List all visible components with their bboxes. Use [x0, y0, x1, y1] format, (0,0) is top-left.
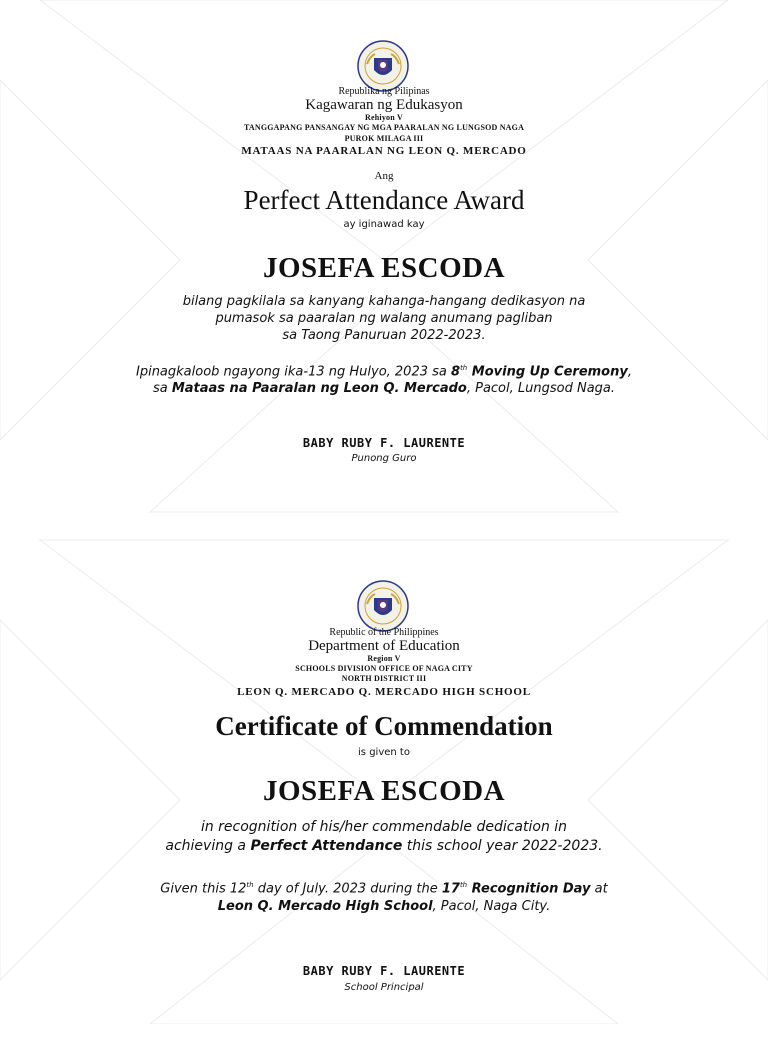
division-label: SCHOOLS DIVISION OFFICE OF NAGA CITY [295, 664, 473, 673]
deped-seal-icon [357, 40, 409, 92]
republic-label: Republika ng Pilipinas [338, 86, 430, 97]
district-label: PUROK MILAGA III [344, 134, 424, 143]
certificate-of-commendation [0, 540, 768, 1052]
signer-name: BABY RUBY F. LAURENTE [302, 964, 466, 978]
republic-label: Republic of the Philippines [329, 627, 439, 638]
deped-seal-icon [357, 580, 409, 632]
division-label: TANGGAPANG PANSANGAY NG MGA PAARALAN NG LUNGSOD NAGA [243, 123, 525, 132]
citation-line-2: achieving a Perfect Attendance this school year 2022-2023. [165, 838, 603, 854]
department-label: Department of Education [308, 638, 460, 654]
award-title: Certificate of Commendation [215, 711, 553, 741]
signer-title: School Principal [344, 982, 424, 993]
school-name: MATAAS NA PAARALAN NG LEON Q. MERCADO [241, 145, 527, 157]
citation-line-2: pumasok sa paaralan ng walang anumang pagliban [215, 311, 553, 326]
recipient-name: JOSEFA ESCODA [262, 775, 506, 807]
given-to-label: is given to [358, 747, 410, 758]
department-label: Kagawaran ng Edukasyon [305, 97, 463, 113]
school-name: LEON Q. MERCADO Q. MERCADO HIGH SCHOOL [237, 686, 531, 698]
intro-word: Ang [374, 170, 394, 182]
date-event-line: Ipinagkaloob ngayong ika-13 ng Hulyo, 2023 sa 8th Moving Up Ceremony, [136, 364, 632, 380]
certificate-perfect-attendance [0, 0, 768, 512]
given-to-label: ay iginawad kay [343, 219, 425, 230]
recipient-name: JOSEFA ESCODA [262, 252, 506, 284]
region-label: Region V [367, 654, 401, 663]
venue-line: sa Mataas na Paaralan ng Leon Q. Mercado, Pacol, Lungsod Naga. [152, 381, 616, 396]
award-title: Perfect Attendance Award [243, 185, 525, 215]
citation-line-1: in recognition of his/her commendable dedication in [200, 819, 568, 835]
citation-line-3: sa Taong Panuruan 2022-2023. [282, 328, 486, 343]
venue-line: Leon Q. Mercado High School, Pacol, Naga City. [217, 899, 551, 914]
date-event-line: Given this 12th day of July. 2023 during the 17th Recognition Day at [160, 881, 608, 897]
district-label: NORTH DISTRICT III [341, 674, 427, 683]
signer-title: Punong Guro [351, 453, 417, 464]
signer-name: BABY RUBY F. LAURENTE [302, 436, 466, 450]
region-label: Rehiyon V [365, 113, 403, 122]
citation-line-1: bilang pagkilala sa kanyang kahanga-hangang dedikasyon na [182, 294, 586, 309]
